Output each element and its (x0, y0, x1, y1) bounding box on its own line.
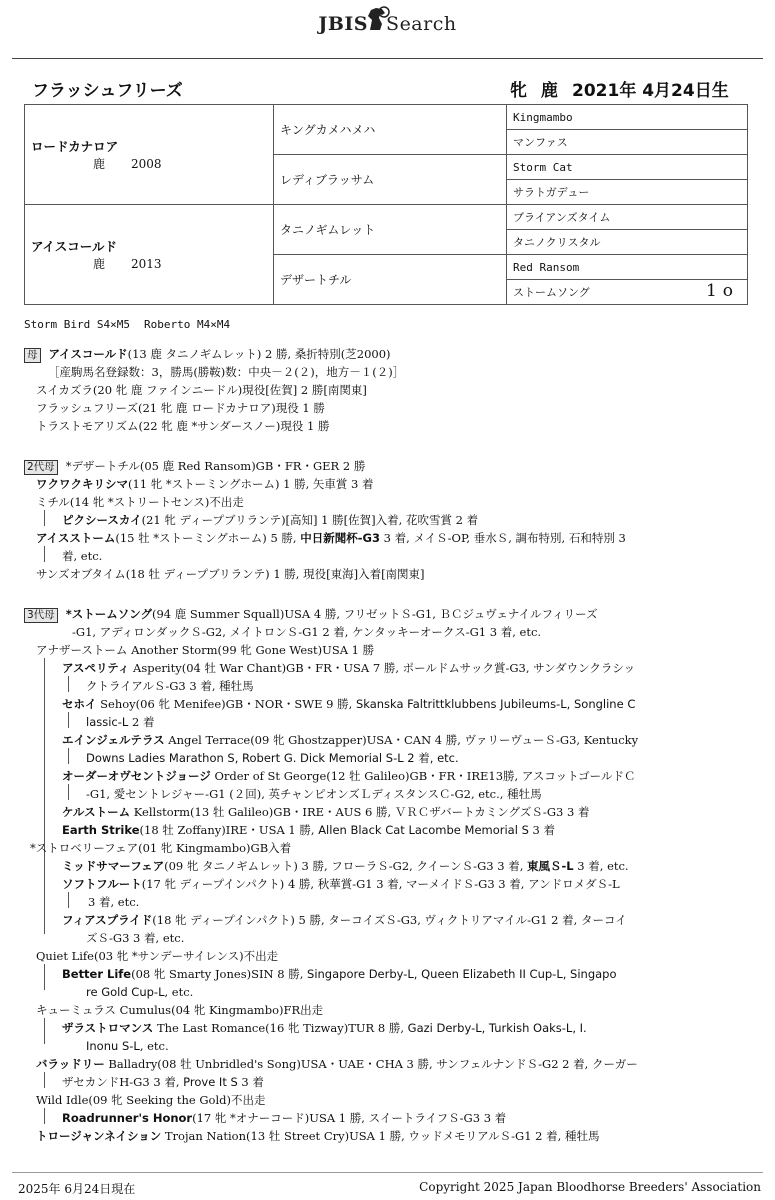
second-dam-line-2: ワクワクキリシマ(11 牝 *ストーミングホーム) 1 勝, 矢車賞 3 着 (36, 477, 374, 491)
footer-divider (12, 1172, 763, 1173)
sire-name[interactable]: ロードカナロア (31, 139, 119, 154)
horse-name: フラッシュフリーズ (32, 81, 183, 101)
horse-header (32, 76, 735, 102)
third-dam-line-4: アスペリティ Asperity(04 牡 War Chant)GB・FR・USA 7 勝, ポールドムサック賞-G3, サンダウンクラシッ (62, 661, 636, 675)
third-dam-line-26: バラッドリー Balladry(08 牡 Unbridled's Song)USA・UAE・CHA 3 勝, サンフェルナンドＳ-G2 2 着, クーガー (36, 1057, 638, 1071)
pedigree-ss[interactable]: キングカメハメハ (274, 105, 507, 155)
logo-brand: JBIS (318, 13, 369, 35)
pedigree-sdd[interactable]: サラトガデュー (507, 180, 748, 205)
third-dam-line-12: ケルストーム Kellstorm(13 牡 Galileo)GB・IRE・AUS 6 勝, ＶＲＣザバートカミングズＳ-G3 3 着 (62, 805, 590, 819)
third-dam-line-23: キューミュラス Cumulus(04 牝 Kingmambo)FR出走 (36, 1003, 324, 1017)
indent-bar (44, 546, 45, 562)
inbreeding-line (24, 318, 244, 331)
third-dam-line-24: ザラストロマンス The Last Romance(16 牝 Tizway)TUR 8 勝, Gazi Derby-L, Turkish Oaks-L, I. (62, 1021, 587, 1035)
second-dam-line-4: ピクシースカイ(21 牝 ディープブリランテ)[高知] 1 勝[佐賀]入着, 花吹雪賞 2 着 (62, 513, 479, 527)
second-dam-line-3: ミチル(14 牝 *ストリートセンス)不出走 (36, 495, 244, 509)
third-dam-line-22: re Gold Cup-L, etc. (86, 985, 194, 999)
dam-tag: 母 (24, 348, 41, 363)
dam-name[interactable]: アイスコールド (31, 239, 118, 254)
pedigree-ssd[interactable]: マンファス (507, 130, 748, 155)
pedigree-dss[interactable]: ブライアンズタイム (507, 205, 748, 230)
indent-bar (44, 1018, 45, 1044)
third-dam-line-17: 3 着, etc. (88, 895, 140, 909)
dam-line-5: トラストモアリズム(22 牝 鹿 *サンダースノー)現役 1 勝 (36, 419, 330, 433)
indent-bar (68, 784, 69, 800)
indent-bar (44, 1072, 45, 1088)
sire-color: 鹿 (93, 157, 106, 171)
pedigree-sd[interactable]: レディブラッサム (274, 155, 507, 205)
indent-bar (44, 510, 45, 526)
pedigree-table (24, 104, 748, 305)
third-dam-tag: 3代母 (24, 608, 58, 623)
indent-bar (44, 1108, 45, 1124)
third-dam-line-11: -G1, 愛セントレジャー-G1 (２回), 英チャンピオンズＬディスタンスＣ-G2, etc., 種牡馬 (86, 787, 542, 801)
third-dam-line-1: 3代母 *ストームソング(94 鹿 Summer Squall)USA 4 勝, フリゼットＳ-G1, ＢＣジュヴェナイルフィリーズ (24, 606, 598, 623)
dam-line-3: スイカズラ(20 牝 鹿 ファインニードル)現役[佐賀] 2 勝[南関東] (36, 383, 367, 397)
indent-bar (68, 892, 69, 908)
family-code: 1o (705, 281, 739, 301)
third-dam-line-28: Wild Idle(09 牝 Seeking the Gold)不出走 (36, 1093, 266, 1107)
third-dam-line-3: アナザーストーム Another Storm(99 牝 Gone West)USA 1 勝 (36, 643, 375, 657)
third-dam-line-13: Earth Strike(18 牡 Zoffany)IRE・USA 1 勝, Allen Black Cat Lacombe Memorial S 3 着 (62, 823, 556, 837)
pedigree-dsd[interactable]: タニノクリスタル (507, 230, 748, 255)
third-dam-line-25: Inonu S-L, etc. (86, 1039, 169, 1053)
third-dam-line-18: フィアスプライド(18 牝 ディープインパクト) 5 勝, ターコイズＳ-G3, ヴィクトリアマイル-G1 2 着, ターコイ (62, 913, 627, 927)
second-dam-line-1: 2代母 *デザートチル(05 鹿 Red Ransom)GB・FR・GER 2 勝 (24, 458, 365, 475)
third-dam-line-20: Quiet Life(03 牝 *サンデーサイレンス)不出走 (36, 949, 279, 963)
dam-color: 鹿 (93, 257, 106, 271)
indent-bar (44, 964, 45, 990)
pedigree-sds[interactable]: Storm Cat (507, 155, 748, 180)
dam-line-2: ［産駒馬名登録数：3，勝馬(勝鞍)数：中央－２(２)，地方－１(２)］ (48, 365, 405, 379)
horse-sex-color: 牝 鹿 (510, 81, 562, 101)
third-dam-line-15: ミッドサマーフェア(09 牝 タニノギムレット) 3 勝, フローラＳ-G2, クイーンＳ-G3 3 着, 東風Ｓ-L 3 着, etc. (62, 859, 629, 873)
inbreeding-item: Roberto M4×M4 (143, 318, 231, 331)
third-dam-line-2: -G1, アディロンダックＳ-G2, メイトロンＳ-G1 2 着, ケンタッキーオークス-G1 3 着, etc. (72, 625, 542, 639)
footer-copyright: Copyright 2025 Japan Bloodhorse Breeders' Association (419, 1180, 761, 1194)
pedigree-dds[interactable]: Red Ransom (507, 255, 748, 280)
third-dam-line-27: ザセカンドH-G3 3 着, Prove It S 3 着 (62, 1075, 264, 1089)
horse-birth-date: 2021年 4月24日生 (572, 81, 729, 101)
pedigree-ddd[interactable] (507, 280, 748, 305)
second-dam-line-7: サンズオブタイム(18 牡 ディープブリランテ) 1 勝, 現役[東海]入着[南関東] (36, 567, 425, 581)
indent-bar (68, 748, 69, 764)
third-dam-line-7: lassic-L 2 着 (86, 715, 155, 729)
indent-bar (68, 712, 69, 728)
third-dam-line-8: エインジェルテラス Angel Terrace(09 牝 Ghostzapper)USA・CAN 4 勝, ヴァリーヴューＳ-G3, Kentucky (62, 733, 639, 747)
third-dam-line-30: トロージャンネイション Trojan Nation(13 牡 Street Cry)USA 1 勝, ウッドメモリアルＳ-G1 2 着, 種牡馬 (36, 1129, 600, 1143)
logo-suffix: Search (386, 13, 457, 35)
footer-date: 2025年 6月24日現在 (18, 1182, 136, 1196)
third-dam-line-19: ズＳ-G3 3 着, etc. (86, 931, 185, 945)
second-dam-tag: 2代母 (24, 460, 58, 475)
dam-name-entry[interactable]: アイスコールド (48, 347, 128, 361)
third-dam-line-5: クトライアルＳ-G3 3 着, 種牡馬 (86, 679, 254, 693)
jbis-logo[interactable] (0, 6, 775, 35)
pedigree-ddd-name: ストームソング (513, 286, 590, 299)
pedigree-sss[interactable]: Kingmambo (507, 105, 748, 130)
third-dam-line-16: ソフトフルート(17 牝 ディープインパクト) 4 勝, 秋華賞-G1 3 着, マーメイドＳ-G3 3 着, アンドロメダＳ-L (62, 877, 620, 891)
third-dam-line-9: Downs Ladies Marathon S, Robert G. Dick Memorial S-L 2 着, etc. (86, 751, 459, 765)
third-dam-line-29: Roadrunner's Honor(17 牝 *オナーコード)USA 1 勝, スイートライフＳ-G3 3 着 (62, 1111, 507, 1125)
pedigree-sire (25, 105, 274, 205)
dam-line-4: フラッシュフリーズ(21 牝 鹿 ロードカナロア)現役 1 勝 (36, 401, 325, 415)
indent-bar (44, 856, 45, 934)
header-divider (12, 58, 763, 59)
indent-bar (68, 676, 69, 692)
third-dam-line-14: *ストロベリーフェア(01 牝 Kingmambo)GB入着 (30, 841, 292, 855)
second-dam-line-5: アイスストーム(15 牡 *ストーミングホーム) 5 勝, 中日新聞杯-G3 3 着, メイＳ-OP, 垂水Ｓ, 調布特別, 石和特別 3 (36, 531, 626, 545)
pedigree-dam (25, 205, 274, 305)
third-dam-line-21: Better Life(08 牝 Smarty Jones)SIN 8 勝, Singapore Derby-L, Queen Elizabeth II Cup-L, Singapo (62, 967, 617, 981)
inbreeding-item: Storm Bird S4×M5 (24, 318, 130, 331)
third-dam-line-10: オーダーオヴセントジョージ Order of St George(12 牡 Galileo)GB・FR・IRE13勝, アスコットゴールドＣ (62, 769, 636, 783)
pedigree-ds[interactable]: タニノギムレット (274, 205, 507, 255)
second-dam-line-6: 着, etc. (62, 549, 103, 563)
sire-year: 2008 (131, 157, 162, 171)
dam-line-1: 母 アイスコールド(13 鹿 タニノギムレット) 2 勝, 桑折特別(芝2000) (24, 346, 391, 363)
third-dam-line-6: セホイ Sehoy(06 牝 Menifee)GB・NOR・SWE 9 勝, Skanska Faltrittklubbens Jubileums-L, Songline C (62, 697, 636, 711)
pedigree-dd[interactable]: デザートチル (274, 255, 507, 305)
dam-year: 2013 (131, 257, 162, 271)
